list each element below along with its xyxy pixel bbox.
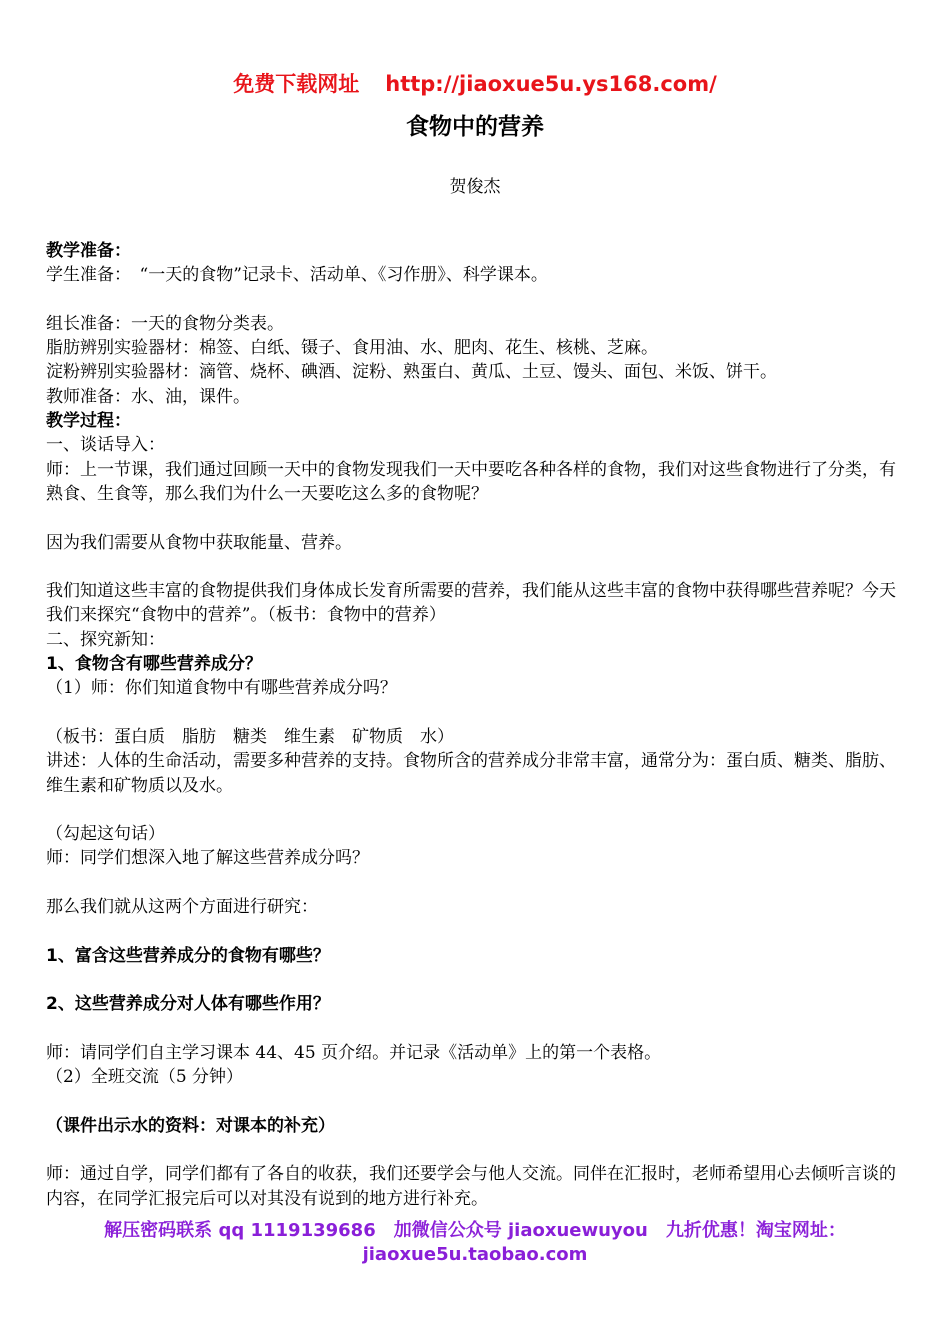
prep-heading: 教学准备： [46, 241, 131, 261]
final-paragraph: 师：通过自学，同学们都有了各自的收获，我们还要学会与他人交流。同伴在汇报时，老师希望用心去倾听言谈的内容，在同学汇报完后可以对其没有说到的地方进行补充。 [46, 1164, 896, 1209]
document-body [46, 239, 908, 1211]
section-1-heading: 一、谈话导入： [46, 435, 165, 456]
author-name: 贺俊杰 [449, 177, 501, 197]
contact-footer [0, 1219, 950, 1267]
starch-materials: 淀粉辨别实验器材：滴管、烧杯、碘酒、淀粉、熟蛋白、黄瓜、土豆、馒头、面包、米饭、饼干。 [46, 362, 777, 383]
board-nutrients: （板书：蛋白质 脂肪 糖类 维生素 矿物质 水） [46, 726, 454, 747]
intro-paragraph-2: 因为我们需要从食物中获取能量、营养。 [46, 532, 352, 553]
self-study: 师：请同学们自主学习课本 44、45 页介绍。并记录《活动单》上的第一个表格。 [46, 1042, 662, 1063]
question-1-heading: 1、食物含有哪些营养成分？ [46, 654, 262, 675]
aspect-2: 2、这些营养成分对人体有哪些作用？ [46, 994, 330, 1015]
intro-paragraph-1: 师：上一节课，我们通过回顾一天中的食物发现我们一天中要吃各种各样的食物，我们对这些食物进行了分类，有熟食、生食等，那么我们为什么一天要吃这么多的食物呢？ [46, 459, 896, 504]
underline-note: （勾起这句话） [46, 824, 165, 845]
document-title: 食物中的营养 [406, 114, 544, 140]
process-heading: 教学过程： [46, 411, 131, 432]
fat-materials: 脂肪辨别实验器材：棉签、白纸、镊子、食用油、水、肥肉、花生、核桃、芝麻。 [46, 338, 658, 359]
footer-line-1: 解压密码联系 qq 1119139686 加微信公众号 jiaoxuewuyou 九折优惠！淘宝网址： [104, 1220, 846, 1241]
aspect-1: 1、富含这些营养成分的食物有哪些？ [46, 945, 330, 966]
student-prep: 学生准备： “一天的食物”记录卡、活动单、《习作册》、科学课本。 [46, 265, 548, 286]
question-1-item-1: （1）师：你们知道食物中有哪些营养成分吗？ [46, 678, 397, 699]
taobao-link[interactable]: jiaoxue5u.taobao.com [362, 1244, 588, 1265]
two-aspects: 那么我们就从这两个方面进行研究： [46, 897, 318, 918]
download-header [0, 68, 950, 98]
teacher-prep: 教师准备：水、油，课件。 [46, 386, 250, 407]
ask-deeper: 师：同学们想深入地了解这些营养成分吗？ [46, 848, 369, 869]
explanation-paragraph: 讲述：人体的生命活动，需要多种营养的支持。食物所含的营养成分非常丰富，通常分为：蛋白质、糖类、脂肪、维生素和矿物质以及水。 [46, 751, 896, 796]
download-url-link[interactable]: http://jiaoxue5u.ys168.com/ [385, 72, 717, 96]
class-share: （2）全班交流（5 分钟） [46, 1067, 244, 1088]
download-label: 免费下载网址 [233, 72, 360, 96]
courseware-water: （课件出示水的资料：对课本的补充） [46, 1115, 335, 1136]
intro-paragraph-3: 我们知道这些丰富的食物提供我们身体成长发育所需要的营养，我们能从这些丰富的食物中获得哪些营养呢？今天我们来探究“食物中的营养”。（板书：食物中的营养） [46, 581, 896, 626]
leader-prep: 组长准备：一天的食物分类表。 [46, 313, 284, 334]
section-2-heading: 二、探究新知： [46, 629, 165, 650]
